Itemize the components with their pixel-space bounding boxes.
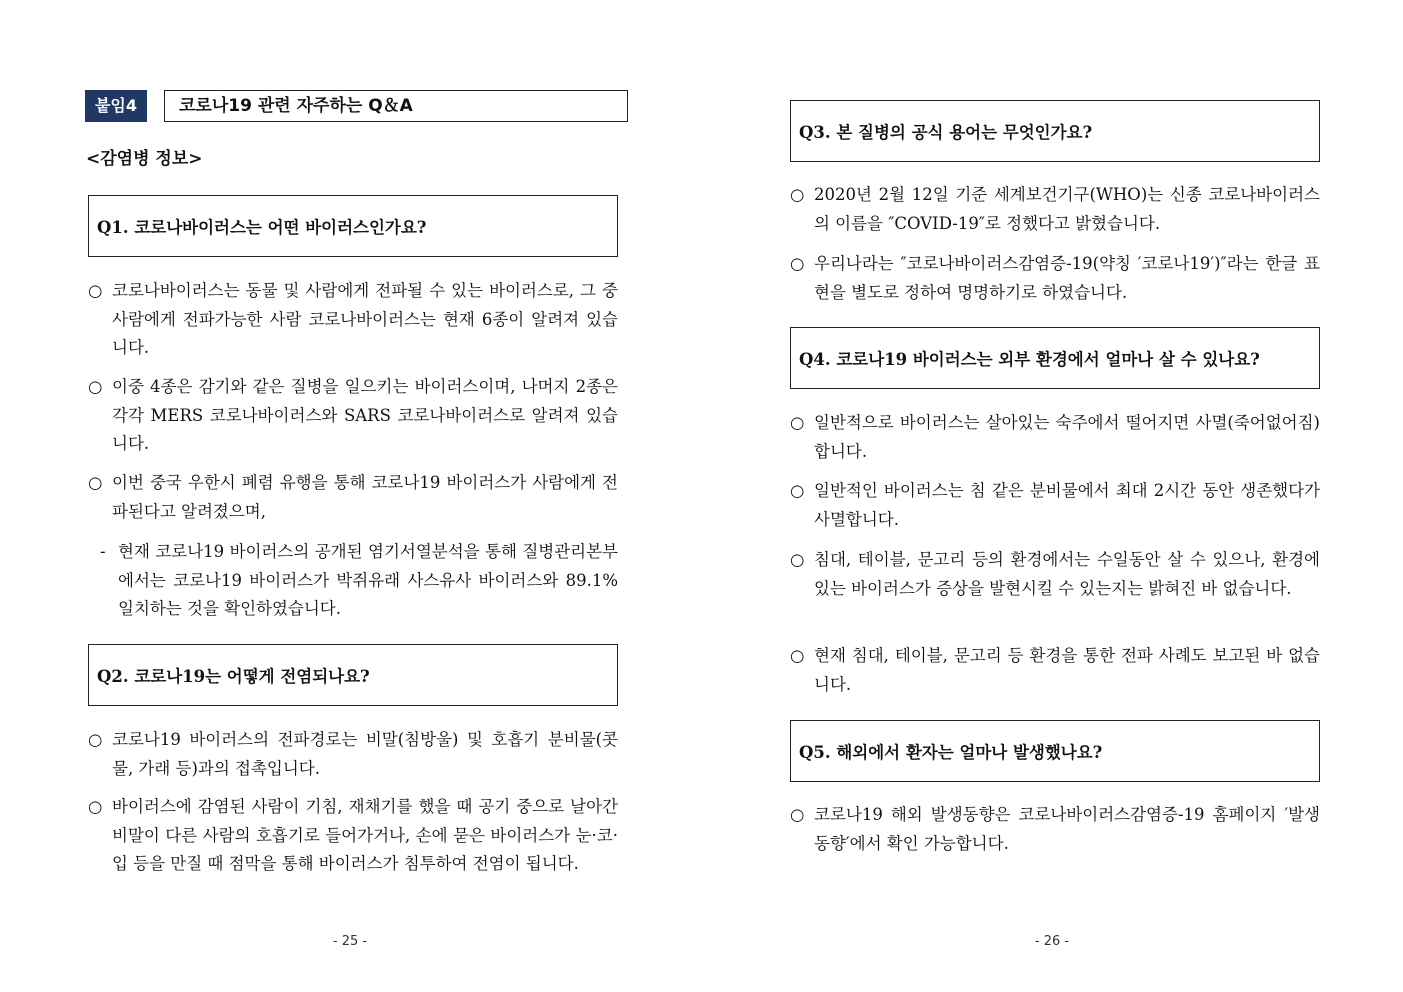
page-number: - 26 - [1034, 934, 1070, 949]
question-box-q1 [88, 195, 618, 257]
bullet-circle-icon: ○ [790, 413, 805, 432]
bullet-circle-icon: ○ [88, 377, 103, 396]
attachment-tag: 붙임4 [85, 90, 147, 122]
page-25 [0, 0, 700, 992]
page-26 [700, 0, 1403, 992]
bullet-circle-icon: ○ [88, 730, 103, 749]
answer-item: ○ 침대, 테이블, 문고리 등의 환경에서는 수일동안 살 수 있으나, 환경에 있는 바이러스가 증상을 발현시킬 수 있는지는 밝혀진 바 없습니다. [790, 546, 1320, 603]
answer-item: ○ 이번 중국 우한시 폐렴 유행을 통해 코로나19 바이러스가 사람에게 전파된다고 알려졌으며, [88, 469, 618, 526]
bullet-circle-icon: ○ [88, 797, 103, 816]
question-q3: Q3. 본 질병의 공식 용어는 무엇인가요? [799, 123, 1093, 142]
bullet-circle-icon: ○ [790, 185, 805, 204]
document-title: 코로나19 관련 자주하는 Q＆A [164, 90, 628, 122]
page-number: - 25 - [332, 934, 368, 949]
answer-item: ○ 바이러스에 감염된 사람이 기침, 재채기를 했을 때 공기 중으로 날아간 비말이 다른 사람의 호흡기로 들어가거나, 손에 묻은 바이러스가 눈·코·입 등을 만질 때 점막을 통해 바이러스가 침투하여 전염이 됩니다. [88, 793, 618, 879]
answer-item: ○ 코로나19 바이러스의 전파경로는 비말(침방울) 및 호흡기 분비물(콧물, 가래 등)과의 접촉입니다. [88, 726, 618, 783]
bullet-circle-icon: ○ [790, 805, 805, 824]
answer-subitem: - 현재 코로나19 바이러스의 공개된 염기서열분석을 통해 질병관리본부에서는 코로나19 바이러스가 박쥐유래 사스유사 바이러스와 89.1% 일치하는 것을 확인하였습니다. [100, 538, 618, 624]
answer-item: ○ 이중 4종은 감기와 같은 질병을 일으키는 바이러스이며, 나머지 2종은 각각 MERS 코로나바이러스와 SARS 코로나바이러스로 알려져 있습니다. [88, 373, 618, 459]
answer-item: ○ 우리나라는 ″코로나바이러스감염증-19(약칭 ′코로나19′)″라는 한글 표현을 별도로 정하여 명명하기로 하였습니다. [790, 250, 1320, 307]
question-box-q4 [790, 327, 1320, 389]
question-q2: Q2. 코로나19는 어떻게 전염되나요? [97, 667, 370, 686]
answer-item: ○ 코로나19 해외 발생동향은 코로나바이러스감염증-19 홈페이지 ′발생동향′에서 확인 가능합니다. [790, 801, 1320, 858]
answer-item: ○ 일반적으로 바이러스는 살아있는 숙주에서 떨어지면 사멸(죽어없어짐)합니다. [790, 409, 1320, 466]
answer-item: ○ 현재 침대, 테이블, 문고리 등 환경을 통한 전파 사례도 보고된 바 없습니다. [790, 642, 1320, 699]
bullet-circle-icon: ○ [88, 473, 103, 492]
bullet-circle-icon: ○ [790, 481, 805, 500]
section-label: <감염병 정보> [86, 149, 203, 169]
question-box-q5 [790, 720, 1320, 782]
answer-item: ○ 코로나바이러스는 동물 및 사람에게 전파될 수 있는 바이러스로, 그 중 사람에게 전파가능한 사람 코로나바이러스는 현재 6종이 알려져 있습니다. [88, 277, 618, 363]
dash-marker: - [100, 542, 106, 561]
bullet-circle-icon: ○ [790, 254, 805, 273]
question-q4: Q4. 코로나19 바이러스는 외부 환경에서 얼마나 살 수 있나요? [799, 350, 1260, 369]
question-box-q3 [790, 100, 1320, 162]
bullet-circle-icon: ○ [88, 281, 103, 300]
question-box-q2 [88, 644, 618, 706]
question-q1: Q1. 코로나바이러스는 어떤 바이러스인가요? [97, 218, 427, 237]
answer-item: ○ 일반적인 바이러스는 침 같은 분비물에서 최대 2시간 동안 생존했다가 사멸합니다. [790, 477, 1320, 534]
bullet-circle-icon: ○ [790, 646, 805, 665]
question-q5: Q5. 해외에서 환자는 얼마나 발생했나요? [799, 743, 1103, 762]
answer-item: ○ 2020년 2월 12일 기준 세계보건기구(WHO)는 신종 코로나바이러스의 이름을 ″COVID-19″로 정했다고 밝혔습니다. [790, 181, 1320, 238]
bullet-circle-icon: ○ [790, 550, 805, 569]
